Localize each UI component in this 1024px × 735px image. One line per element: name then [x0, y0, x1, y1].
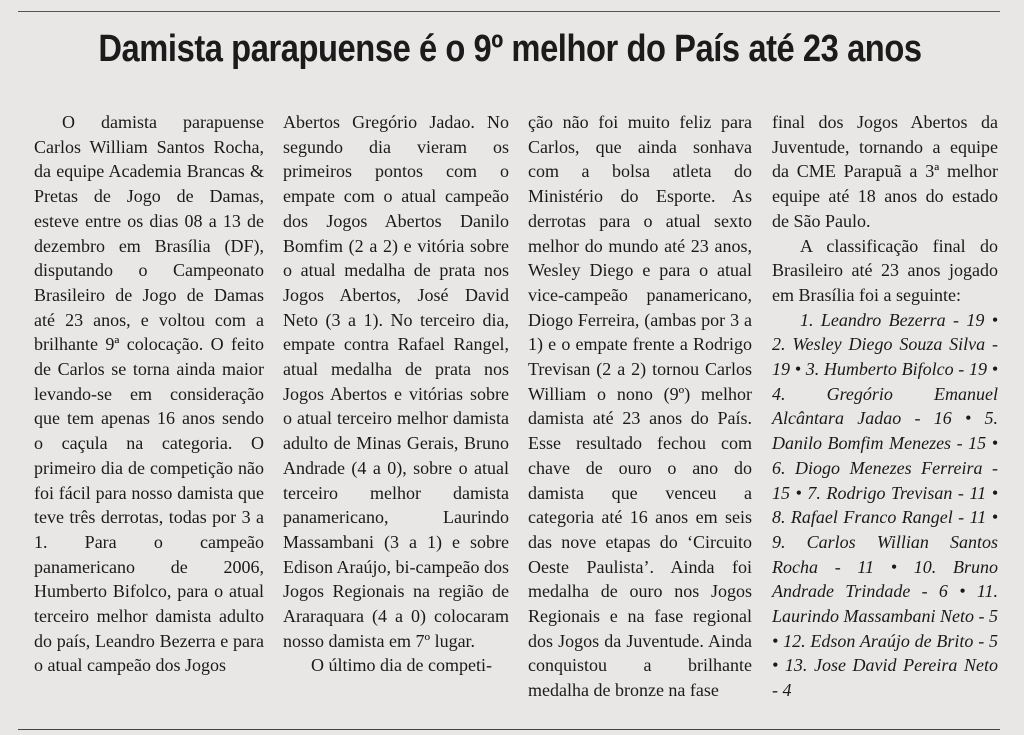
- headline: Damista parapuense é o 9º melhor do País até 23 anos: [98, 28, 922, 70]
- article-column-1: [34, 110, 264, 678]
- column-4-paragraph-2: A classificação final do Brasileiro até 23 anos jogado em Brasília foi a seguinte:: [772, 235, 998, 305]
- column-4-paragraph-1: final dos Jogos Abertos da Juventude, tornando a equipe da CME Parapuã a 3ª melhor equipe até 18 anos do estado de São Paulo.: [772, 112, 998, 231]
- column-2-paragraph-2: O último dia de competi-: [311, 655, 492, 676]
- bottom-rule: [18, 729, 1000, 730]
- article-column-3: [528, 110, 752, 703]
- column-1-paragraph: O damista parapuense Carlos William Santos Rocha, da equipe Academia Brancas & Pretas de Jogo de Damas, esteve entre os dias 08 a 13 de dezembro em Brasília (DF), disputando o Campeonato Brasileiro de Jogo de Damas até 23 anos, e voltou com a brilhante 9ª colocação. O feito de Carlos se torna ainda maior levando-se em consideração que tem apenas 16 anos sendo o caçula na categoria. O primeiro dia de competição não foi fácil para nosso damista que teve três derrotas, todas por 3 a 1. Para o campeão panamericano de 2006, Humberto Bifolco, para o atual terceiro melhor damista adulto do país, Leandro Bezerra e para o atual campeão dos Jogos: [34, 112, 264, 676]
- column-3-paragraph: ção não foi muito feliz para Carlos, que ainda sonhava com a bolsa atleta do Ministério do Esporte. As derrotas para o atual sexto melhor do mundo até 23 anos, Wesley Diego e para o atual vice-campeão panamericano, Diogo Ferreira, (ambas por 3 a 1) e o empate frente a Rodrigo Trevisan (2 a 2) tornou Carlos William o nono (9º) melhor damista até 23 anos do País. Esse resultado fechou com chave de ouro o ano do damista que venceu a categoria até 16 anos em seis das nove etapas do ‘Circuito Oeste Paulista’. Ainda foi medalha de ouro nos Jogos Regionais e na fase regional dos Jogos da Juventude. Ainda conquistou a brilhante medalha de bronze na fase: [528, 112, 752, 701]
- article-column-2: [283, 110, 509, 678]
- column-2-paragraph-1: Abertos Gregório Jadao. No segundo dia vieram os primeiros pontos com o empate com o atual campeão dos Jogos Abertos Danilo Bomfim (2 a 2) e vitória sobre o atual medalha de prata nos Jogos Abertos, José David Neto (3 a 1). No terceiro dia, empate contra Rafael Rangel, atual medalha de prata nos Jogos Abertos e vitórias sobre o atual terceiro melhor damista adulto de Minas Gerais, Bruno Andrade (4 a 0), sobre o atual terceiro melhor damista panamericano, Laurindo Massambani (3 a 1) e sobre Edison Araújo, bi-campeão dos Jogos Regionais na região de Araraquara (4 a 0) colocaram nosso damista em 7º lugar.: [283, 112, 509, 651]
- results-list: 1. Leandro Bezerra - 19 • 2. Wesley Diego Souza Silva - 19 • 3. Humberto Bifolco - 19 • 4. Gregório Emanuel Alcântara Jadao - 16 • 5. Danilo Bomfim Menezes - 15 • 6. Diogo Menezes Ferreira - 15 • 7. Rodrigo Trevisan - 11 • 8. Rafael Franco Rangel - 11 • 9. Carlos Willian Santos Rocha - 11 • 10. Bruno Andrade Trindade - 6 • 11. Laurindo Massambani Neto - 5 • 12. Edson Araújo de Brito - 5 • 13. Jose David Pereira Neto - 4: [772, 309, 999, 701]
- top-rule: [18, 11, 1000, 12]
- article-column-4: [772, 110, 998, 703]
